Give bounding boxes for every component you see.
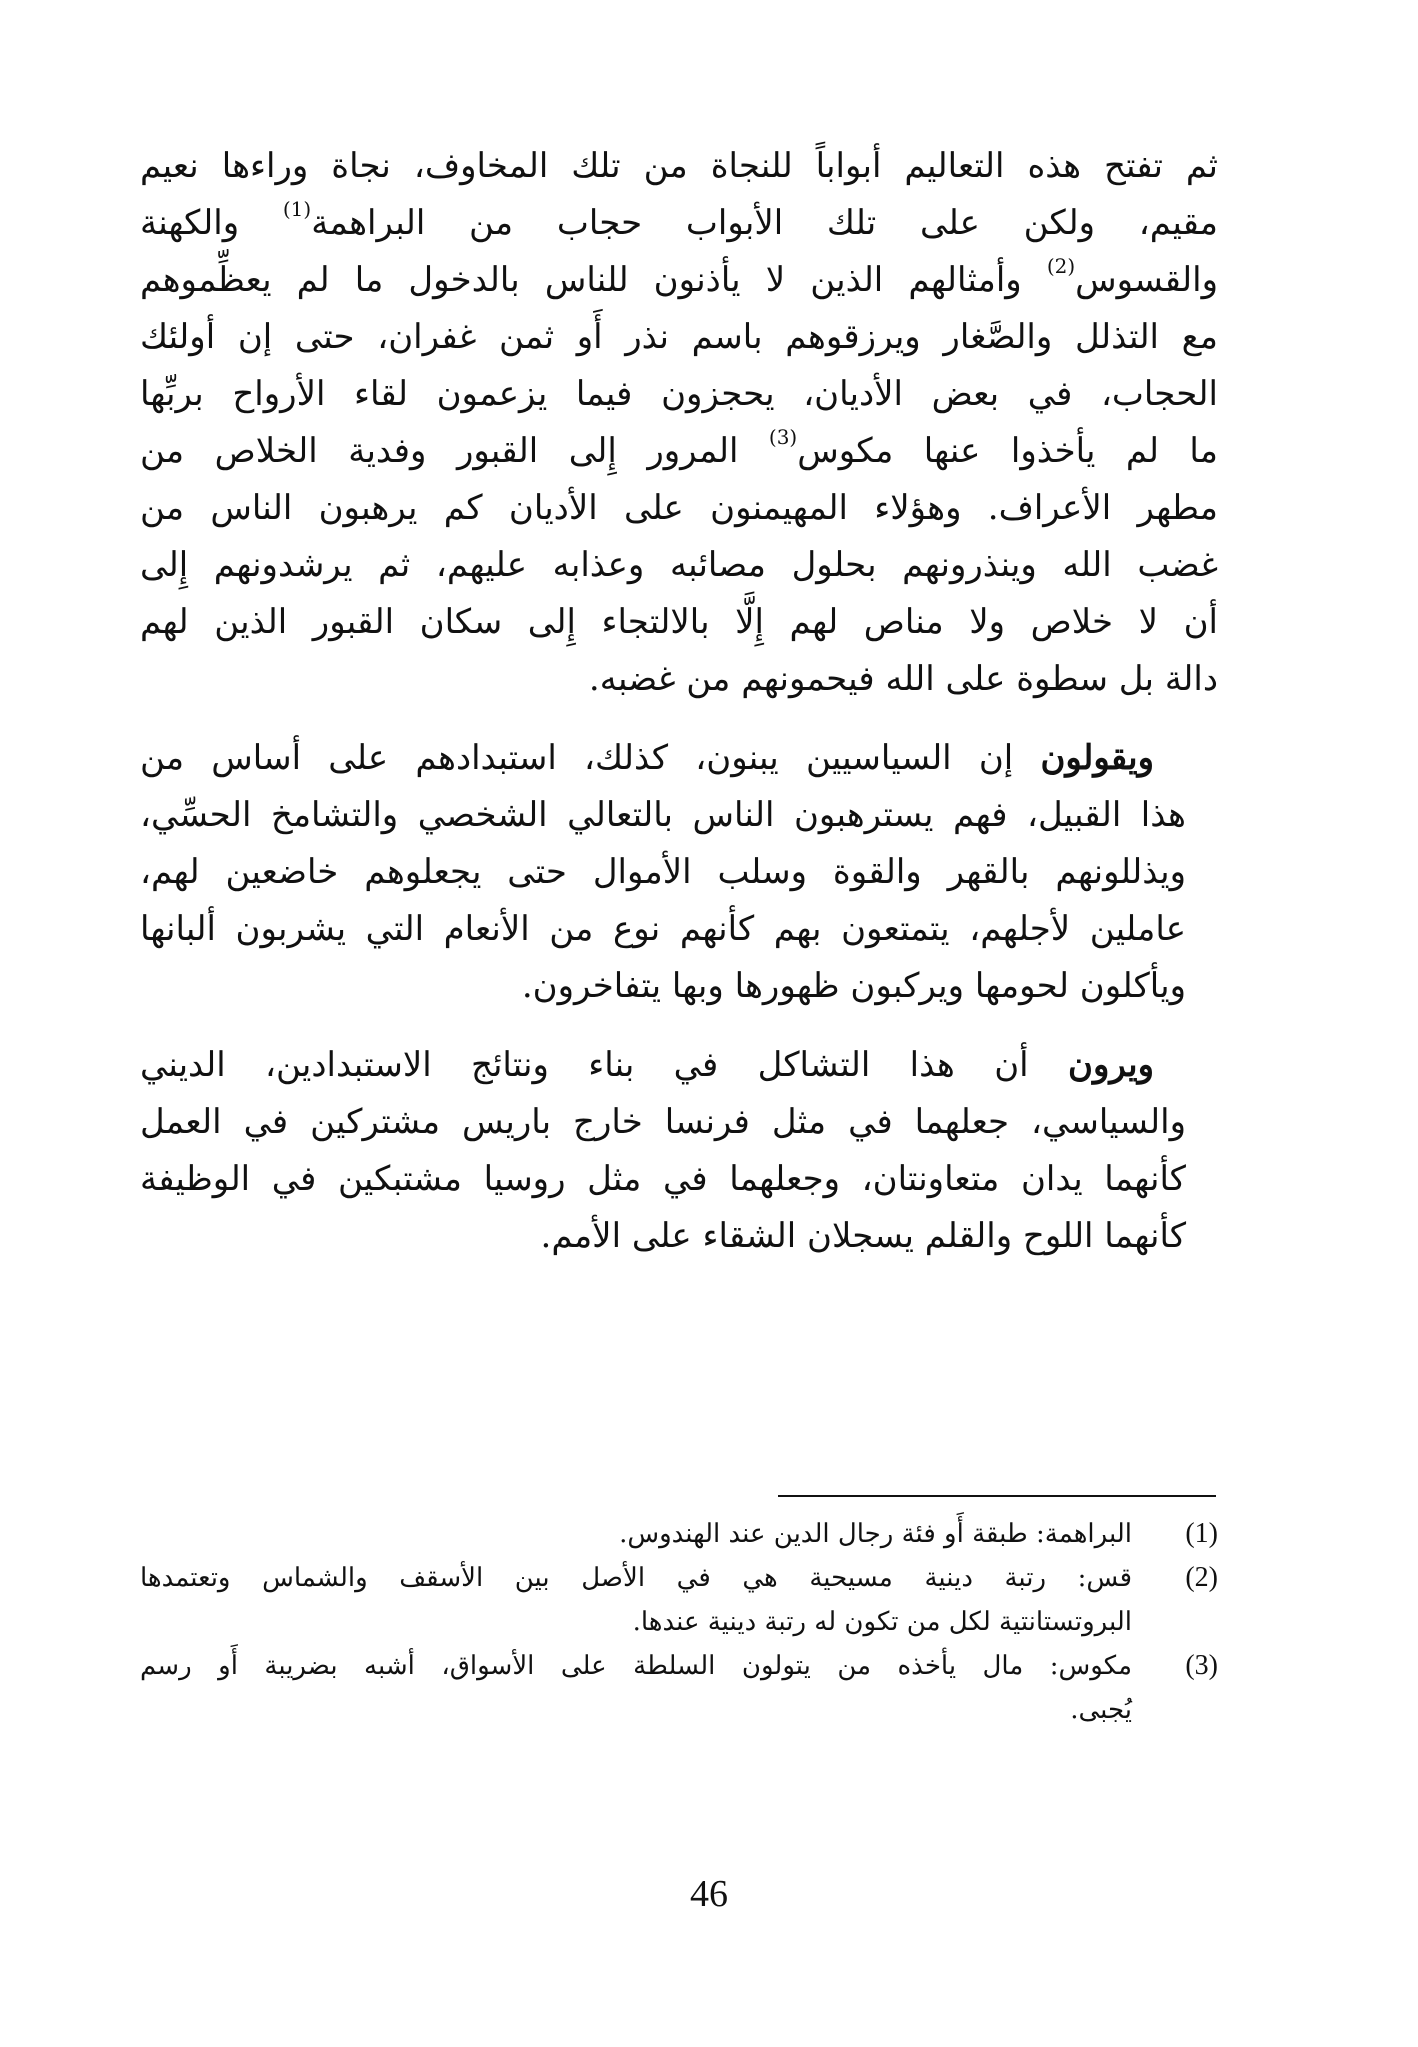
footnote-3 bbox=[140, 1644, 1218, 1732]
main-text bbox=[140, 138, 1218, 1287]
line-text: والقسوس bbox=[1075, 260, 1218, 300]
text-line bbox=[140, 423, 1218, 480]
text-line bbox=[140, 730, 1218, 787]
text-line: والسياسي، جعلهما في مثل فرنسا خارج باريس مشتركين في العمل bbox=[140, 1102, 1186, 1142]
paragraph-2 bbox=[140, 730, 1218, 1015]
text-line: دالة بل سطوة على الله فيحمونهم من غضبه. bbox=[588, 659, 1218, 699]
line-text: مقيم، ولكن على تلك الأبواب حجاب من البراهمة bbox=[311, 203, 1218, 243]
paragraph-3 bbox=[140, 1037, 1218, 1265]
paragraph-1 bbox=[140, 138, 1218, 708]
footnote-body bbox=[140, 1512, 1132, 1556]
text-line: كأنهما اللوح والقلم يسجلان الشقاء على الأمم. bbox=[540, 1216, 1186, 1256]
footnote-line: يُجبى. bbox=[1070, 1695, 1132, 1725]
footnote-number: (2) bbox=[1185, 1562, 1218, 1593]
text-line: الحجاب، في بعض الأديان، يحجزون فيما يزعمون لقاء الأرواح بربِّها bbox=[140, 374, 1218, 414]
line-text: والكهنة bbox=[140, 203, 283, 243]
text-line bbox=[140, 195, 1218, 252]
footnotes bbox=[140, 1512, 1218, 1732]
line-text: أن هذا التشاكل في بناء ونتائج الاستبدادين، الديني bbox=[140, 1045, 1068, 1085]
text-line: عاملين لأجلهم، يتمتعون بهم كأنهم نوع من الأنعام التي يشربون ألبانها bbox=[140, 909, 1186, 949]
line-text: إن السياسيين يبنون، كذلك، استبدادهم على أساس من bbox=[140, 738, 1041, 778]
text-line bbox=[140, 1037, 1218, 1094]
lead-word: ويرون bbox=[1067, 1045, 1154, 1085]
footnote-separator bbox=[778, 1495, 1216, 1497]
text-line: كأنهما يدان متعاونتان، وجعلهما في مثل روسيا مشتبكين في الوظيفة bbox=[140, 1159, 1186, 1199]
footnote-number: (1) bbox=[1185, 1518, 1218, 1549]
footnote-line: البروتستانتية لكل من تكون له رتبة دينية عندها. bbox=[632, 1607, 1132, 1637]
text-line: ويأكلون لحومها ويركبون ظهورها وبها يتفاخرون. bbox=[521, 966, 1186, 1006]
line-text: وأمثالهم الذين لا يأذنون للناس بالدخول ما لم يعظِّموهم bbox=[140, 260, 1047, 300]
text-line: غضب الله وينذرونهم بحلول مصائبه وعذابه عليهم، ثم يرشدونهم إِلى bbox=[140, 545, 1218, 585]
text-line bbox=[140, 252, 1218, 309]
page-number: 46 bbox=[690, 1873, 728, 1915]
text-line: أن لا خلاص ولا مناص لهم إِلَّا بالالتجاء إِلى سكان القبور الذين لهم bbox=[140, 602, 1218, 642]
lead-word: ويقولون bbox=[1040, 738, 1154, 778]
footnote-ref-3[interactable]: (3) bbox=[768, 425, 798, 449]
footnote-line: مكوس: مال يأخذه من يتولون السلطة على الأسواق، أشبه بضريبة أَو رسم bbox=[140, 1651, 1132, 1681]
footnote-body bbox=[140, 1644, 1132, 1732]
footnote-1 bbox=[140, 1512, 1218, 1556]
line-text: ما لم يأخذوا عنها مكوس bbox=[797, 431, 1218, 471]
footnote-ref-1[interactable]: (1) bbox=[282, 197, 312, 221]
text-line: مع التذلل والصَّغار ويرزقوهم باسم نذر أَو ثمن غفران، حتى إن أولئك bbox=[140, 317, 1218, 357]
footnote-line: البراهمة: طبقة أَو فئة رجال الدين عند الهندوس. bbox=[619, 1519, 1132, 1549]
line-text: المرور إِلى القبور وفدية الخلاص من bbox=[140, 431, 769, 471]
text-line: هذا القبيل، فهم يسترهبون الناس بالتعالي الشخصي والتشامخ الحسِّي، bbox=[140, 795, 1186, 835]
footnote-line: قس: رتبة دينية مسيحية هي في الأصل بين الأسقف والشماس وتعتمدها bbox=[140, 1563, 1132, 1593]
text-line: ويذللونهم بالقهر والقوة وسلب الأموال حتى يجعلوهم خاضعين لهم، bbox=[140, 852, 1186, 892]
footnote-body bbox=[140, 1556, 1132, 1644]
footnote-number: (3) bbox=[1185, 1650, 1218, 1681]
text-line: مطهر الأعراف. وهؤلاء المهيمنون على الأديان كم يرهبون الناس من bbox=[140, 488, 1218, 528]
text-line: ثم تفتح هذه التعاليم أبواباً للنجاة من تلك المخاوف، نجاة وراءها نعيم bbox=[140, 146, 1218, 186]
footnote-2 bbox=[140, 1556, 1218, 1644]
footnote-ref-2[interactable]: (2) bbox=[1046, 254, 1076, 278]
